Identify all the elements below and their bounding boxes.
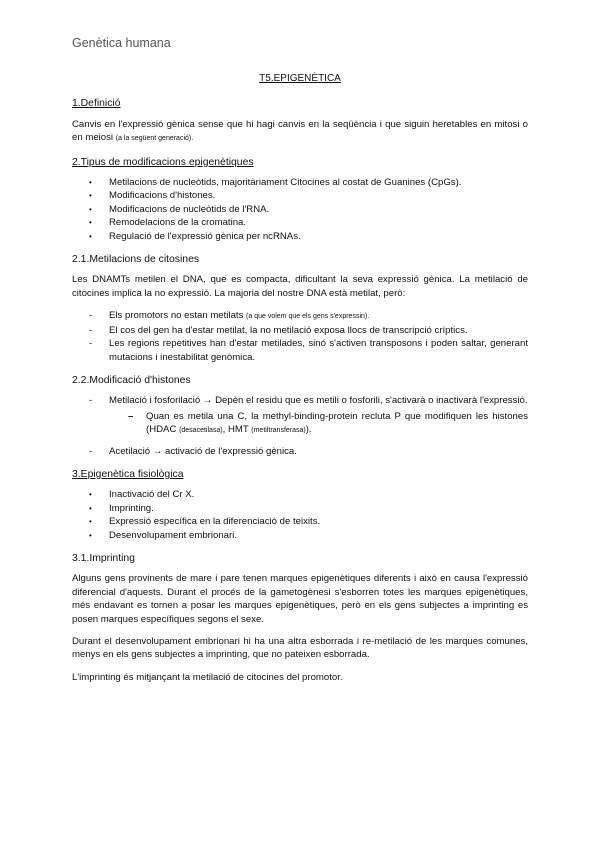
list-item: • Expressió específica en la diferenciació de teixits. [72,515,528,528]
page-header: Genètica humana [72,36,171,50]
section-3-1-heading: 3.1.Imprinting [72,552,135,564]
list-item: - Les regions repetitives han d'estar metilades, sinó s'activen transposons i poden saltar, generant mutacions i inestabilitat genòmica. [72,337,528,364]
list-item: • Remodelacions de la cromatina. [72,216,528,229]
list-item: - Els promotors no estan metilats (a que volem que els gens s'expressin). [72,309,528,323]
list-item: • Regulació de l'expressió gènica per ncRNAs. [72,230,528,243]
section-1-note: (a la següent generació). [115,135,194,143]
section-2-list [72,176,528,243]
section-1-text: Canvis en l'expressió gènica sense que hi hagi canvis en la seqüència i que siguin heretables en mitosi o en meiosi (a la següent generació). [72,118,528,144]
list-item: • Metilacions de nucleòtids, majoritàriament Citocines al costat de Guanines (CpGs). [72,176,528,189]
list-item: • Modificacions de nucleòtids de l'RNA. [72,203,528,216]
list-item: • Desenvolupament embrionari. [72,529,528,542]
list-item: • Imprinting. [72,502,528,515]
list-item: • Modificacions d'histones. [72,189,528,202]
section-1-heading: 1.Definició [72,98,121,110]
section-3-1-paragraph: L'imprinting és mitjançant la metilació de citocines del promotor. [72,671,343,683]
list-item: - Acetilació → activació de l'expressió gènica. [72,445,528,458]
section-2-1-heading: 2.1.Metilacions de citosines [72,254,200,266]
list-item: • Inactivació del Cr X. [72,488,528,501]
list-item: - El cos del gen ha d'estar metilat, la no metilació exposa llocs de transcripció críptics. [72,324,528,337]
section-2-1-text: Les DNAMTs metilen el DNA, que es compacta, dificultant la seva expressió gènica. La metilació de citocines implica la no expressió. La majoria del nostre DNA està metilat, però: [72,274,528,299]
section-2-2-heading: 2.2.Modificació d'histones [72,374,191,386]
list-item: - Metilació i fosforilació → Depèn el residu que es metili o fosforili, s'activarà o inactivarà l'expressió. [72,394,528,407]
section-2-2-list [72,394,528,458]
section-3-1-paragraph: Durant el desenvolupament embrionari hi ha una altra esborrada i re-metilació de les marques comunes, menys en els gens subjectes a imprinting, que no pateixen esborrada. [72,636,528,661]
section-2-heading: 2.Tipus de modificacions epigenètiques [72,156,254,168]
section-3-1-paragraph: Alguns gens provinents de mare i pare tenen marques epigenètiques diferents i això en causa l'expressió diferencial d'aquests. Durant el procés de la gametogènesi s'esborren totes les marques epigenètiques, més endavant es tornen a posar les marques epigenètiques, però en els gens subjectes a imprinting es posen marques específiques segons el sexe. [72,573,528,625]
sub-list-item: – Quan es metila una C, la methyl-binding-protein recluta P que modifiquen les histones (HDAC (desacetilasa), HMT (metiltransferasa)). [72,410,528,438]
document-body [72,72,528,693]
document-title: T5.EPIGENÈTICA [259,73,341,84]
section-3-heading: 3.Epigenètica fisiològica [72,468,184,480]
section-2-1-list [72,309,528,364]
section-3-list [72,488,528,542]
